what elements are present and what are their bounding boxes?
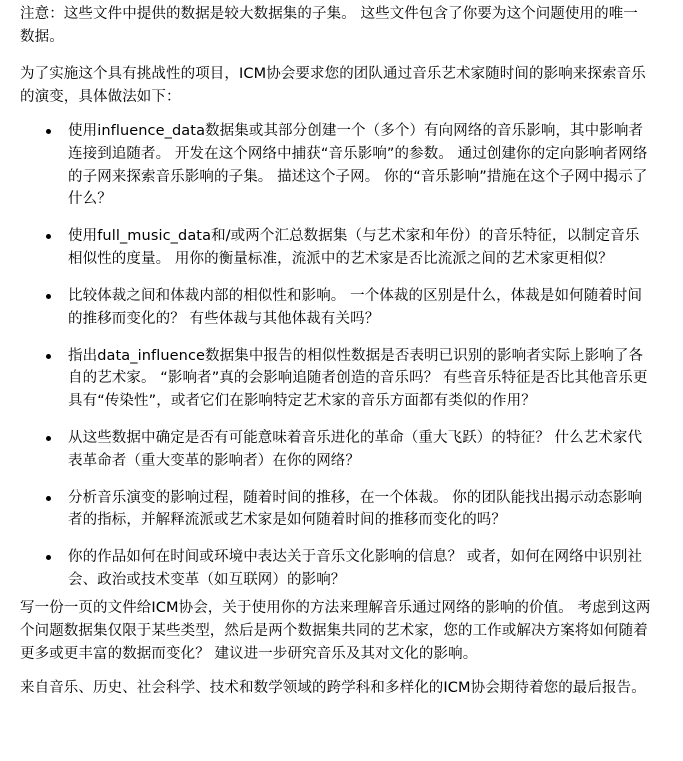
task-item: [20, 285, 652, 330]
bullet-icon: [46, 354, 51, 359]
task-text: 你的作品如何在时间或环境中表达关于音乐文化影响的信息？ 或者，如何在网络中识别社会、政治或技术变革（如互联网）的影响？: [68, 549, 643, 588]
bullet-icon: [46, 129, 51, 134]
task-item: [20, 345, 652, 413]
task-text: 从这些数据中确定是否有可能意味着音乐进化的革命（重大飞跃）的特征？ 什么艺术家代表革命者（重大变革的影响者）在你的网络？: [68, 429, 643, 469]
bullet-icon: [46, 496, 51, 501]
bullet-icon: [46, 234, 51, 239]
bullet-icon: [46, 555, 51, 560]
bullet-icon: [46, 294, 51, 299]
task-item: [20, 546, 652, 591]
task-text: 分析音乐演变的影响过程，随着时间的推移，在一个体裁。 你的团队能找出揭示动态影响者的指标，并解释流派或艺术家是如何随着时间的推移而变化的吗？: [68, 489, 643, 529]
bullet-icon: [46, 436, 51, 441]
intro-paragraph: 为了实施这个具有挑战性的项目，ICM协会要求您的团队通过音乐艺术家随时间的影响来探索音乐的演变，具体做法如下：: [20, 66, 646, 105]
task-text: 使用full_music_data和/或两个汇总数据集（与艺术家和年份）的音乐特征，以制定音乐相似性的度量。 用你的衡量标准，流派中的艺术家是否比流派之间的艺术家更相似？: [68, 228, 640, 267]
task-text: 使用influence_data数据集或其部分创建一个（多个）有向网络的音乐影响，其中影响者连接到追随者。 开发在这个网络中捕获“音乐影响”的参数。 通过创建你的定向影响者网络的子网来探索音乐影响的子集。 描述这个子网。 你的“音乐影响”措施在这个子网中揭示了什么？: [68, 123, 648, 208]
task-text: 比较体裁之间和体裁内部的相似性和影响。 一个体裁的区别是什么，体裁是如何随着时间的推移而变化的？ 有些体裁与其他体裁有关吗？: [68, 287, 643, 327]
task-text: 指出data_influence数据集中报告的相似性数据是否表明已识别的影响者实际上影响了各自的艺术家。 “影响者”真的会影响追随者创造的音乐吗？ 有些音乐特征是否比其他音乐更具有“传染性”，或者它们在影响特定艺术家的音乐方面都有类似的作用？: [68, 347, 648, 409]
summary-paragraph: 写一份一页的文件给ICM协会，关于使用你的方法来理解音乐通过网络的影响的价值。 考虑到这两个问题数据集仅限于某些类型，然后是两个数据集共同的艺术家，您的工作或解决方案将如何随着更多或更丰富的数据而变化？ 建议进一步研究音乐及其对文化的影响。: [20, 600, 651, 662]
document-body: [20, 3, 652, 700]
task-item: [20, 427, 652, 472]
task-item: [20, 487, 652, 532]
task-item: [20, 120, 652, 210]
note-paragraph: 注意：这些文件中提供的数据是较大数据集的子集。 这些文件包含了你要为这个问题使用的唯一数据。: [20, 6, 638, 45]
task-item: [20, 225, 652, 270]
task-list: [20, 120, 652, 591]
closing-paragraph: 来自音乐、历史、社会科学、技术和数学领域的跨学科和多样化的ICM协会期待着您的最后报告。: [20, 680, 646, 697]
